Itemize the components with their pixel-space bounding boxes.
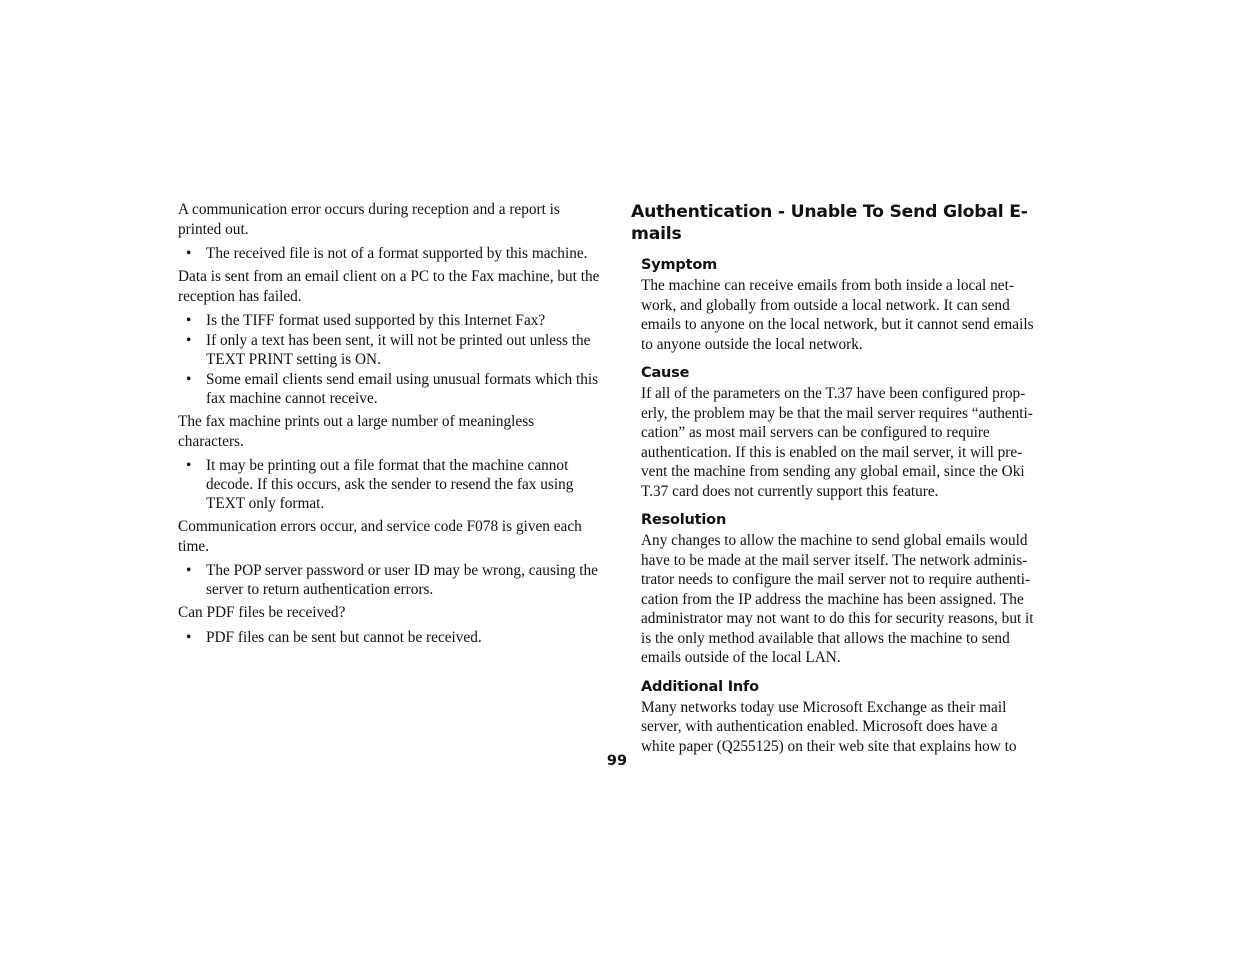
cause-text — [641, 384, 1061, 501]
bullet-item — [178, 456, 603, 513]
symptom-text — [641, 276, 1061, 354]
resolution-section — [631, 510, 1061, 668]
issue-bullet-list — [178, 628, 603, 647]
bullet-glyph: • — [186, 312, 192, 329]
right-column — [631, 200, 1061, 765]
issue-bullet-list — [178, 561, 603, 599]
bullet-item — [178, 628, 603, 647]
text-line: cation from the IP address the machine has been assigned. The — [641, 590, 1024, 608]
text-line: Many networks today use Microsoft Exchange as their mail — [641, 698, 1007, 716]
section-title: Authentication - Unable To Send Global E-mails — [631, 202, 1028, 244]
additional-info-text — [641, 698, 1061, 757]
text-line: work, and globally from outside a local network. It can send — [641, 296, 1010, 314]
bullet-glyph: • — [186, 457, 192, 474]
issue-bullet-list — [178, 456, 603, 513]
cause-section — [631, 363, 1061, 501]
text-line: white paper (Q255125) on their web site that explains how to — [641, 737, 1017, 755]
text-line: administrator may not want to do this for security reasons, but it — [641, 610, 1034, 627]
text-line: T.37 card does not currently support this feature. — [641, 482, 939, 500]
text-line: emails to anyone on the local network, but it cannot send emails — [641, 316, 1034, 333]
issue-bullet-list — [178, 311, 603, 408]
bullet-text: It may be printing out a file format that the machine cannot decode. If this occurs, ask the sender to resend the fax using TEXT only format. — [206, 457, 574, 512]
bullet-text: The received file is not of a format supported by this machine. — [206, 245, 588, 262]
resolution-heading: Resolution — [641, 512, 727, 528]
bullet-text: If only a text has been sent, it will not be printed out unless the TEXT PRINT setting is ON. — [206, 332, 591, 368]
bullet-text: PDF files can be sent but cannot be received. — [206, 628, 482, 646]
text-line: If all of the parameters on the T.37 have been configured prop- — [641, 385, 1026, 402]
symptom-heading: Symptom — [641, 257, 717, 273]
bullet-item — [178, 561, 603, 599]
issue-description: The fax machine prints out a large number of meaningless characters. — [178, 413, 535, 450]
text-line: authentication. If this is enabled on the mail server, it will pre- — [641, 443, 1023, 461]
text-line: erly, the problem may be that the mail server requires “authenti- — [641, 404, 1033, 422]
bullet-text: The POP server password or user ID may be wrong, causing the server to return authentication errors. — [206, 562, 598, 598]
issue-description: Communication errors occur, and service code F078 is given each time. — [178, 518, 582, 555]
cause-heading: Cause — [641, 365, 690, 381]
text-line: cation” as most mail servers can be configured to require — [641, 424, 990, 441]
text-line: to anyone outside the local network. — [641, 335, 863, 353]
bullet-glyph: • — [186, 562, 192, 579]
text-line: The machine can receive emails from both inside a local net- — [641, 277, 1014, 294]
bullet-text: Some email clients send email using unusual formats which this fax machine cannot receive. — [206, 371, 599, 407]
page-number: 99 — [606, 753, 628, 769]
text-line: Any changes to allow the machine to send global emails would — [641, 532, 1028, 549]
bullet-glyph: • — [186, 371, 192, 388]
text-line: vent the machine from sending any global email, since the Oki — [641, 463, 1025, 480]
issue-bullet-list — [178, 244, 603, 263]
text-line: emails outside of the local LAN. — [641, 649, 841, 666]
text-line: is the only method available that allows the machine to send — [641, 629, 1010, 647]
bullet-item — [178, 244, 603, 263]
bullet-item — [178, 370, 603, 408]
additional-info-section — [631, 677, 1061, 757]
bullet-text: Is the TIFF format used supported by this Internet Fax? — [206, 312, 546, 329]
issue-description: Data is sent from an email client on a PC to the Fax machine, but the reception has failed. — [178, 268, 600, 305]
issue-description: A communication error occurs during reception and a report is printed out. — [178, 201, 560, 238]
text-line: trator needs to configure the mail server not to require authenti- — [641, 571, 1031, 588]
left-column — [178, 200, 603, 651]
bullet-glyph: • — [186, 332, 192, 349]
resolution-text — [641, 531, 1061, 668]
text-line: server, with authentication enabled. Microsoft does have a — [641, 718, 998, 735]
bullet-item — [178, 311, 603, 330]
bullet-item — [178, 331, 603, 369]
symptom-section — [631, 255, 1061, 354]
bullet-glyph: • — [186, 245, 192, 262]
bullet-glyph: • — [186, 628, 192, 646]
additional-info-heading: Additional Info — [641, 678, 759, 695]
text-line: have to be made at the mail server itself. The network adminis- — [641, 551, 1028, 569]
issue-description: Can PDF files be received? — [178, 604, 346, 621]
